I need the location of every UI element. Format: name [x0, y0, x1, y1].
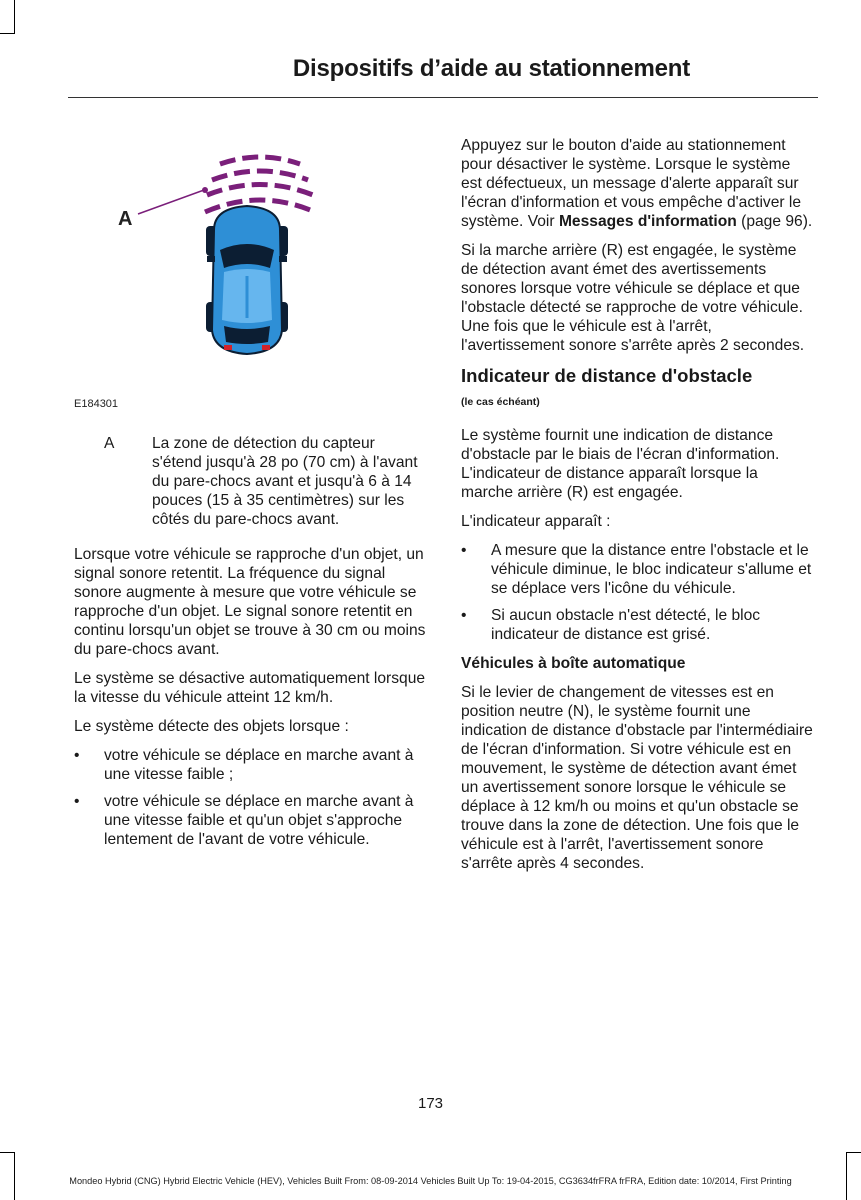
- section-heading-qualifier: (le cas échéant): [461, 396, 540, 408]
- list-item-text: A mesure que la distance entre l'obstacle et le véhicule diminue, le bloc indicateur s'allume et se déplace vers l'icône du véhicule.: [491, 542, 812, 597]
- detection-conditions-list: [74, 746, 426, 849]
- list-item: [74, 792, 426, 849]
- bullet-marker: •: [461, 607, 467, 624]
- crop-mark-bottom-left-horizontal: [0, 1152, 15, 1153]
- callout-leader-line: [138, 190, 204, 214]
- indicator-behaviour-list: [461, 541, 813, 644]
- parking-sensor-figure: [74, 130, 426, 420]
- definition-text: La zone de détection du capteur s'étend jusqu'à 28 po (70 cm) à l'avant du pare-chocs avant et jusqu'à 6 à 14 pouces (15 à 35 centimètres) sur les côtés du pare-chocs avant.: [152, 435, 418, 528]
- right-column: [461, 136, 813, 883]
- bullet-marker: •: [461, 542, 467, 559]
- page-title: Dispositifs d’aide au stationnement: [292, 55, 690, 82]
- crop-mark-top-left-vertical: [14, 0, 15, 34]
- list-item-text: votre véhicule se déplace en marche avant à une vitesse faible ;: [104, 747, 414, 783]
- title-divider: [68, 97, 818, 98]
- crop-mark-top-left-horizontal: [0, 33, 15, 34]
- page-footer: Mondeo Hybrid (CNG) Hybrid Electric Vehicle (HEV), Vehicles Built From: 08-09-2014 Vehicles Built Up To: 19-04-2015, CG3634frFRA frFRA, Edition date: 10/2014, First Printing: [69, 1176, 792, 1186]
- paragraph-automatic: Si le levier de changement de vitesses est en position neutre (N), le système fournit une indication de distance d'obstacle par l'intermédiaire de l'écran d'information. Si votre véhicule est en mouvement, le système de détection avant émet un avertissement sonore lorsque le véhicule se déplace à 12 km/h ou moins et qu'un obstacle se trouve dans la zone de détection. Une fois que le véhicule est à l'arrêt, l'avertissement sonore s'arrête après 4 secondes.: [461, 684, 813, 872]
- list-item-text: Si aucun obstacle n'est détecté, le bloc indicateur de distance est grisé.: [491, 607, 761, 643]
- paragraph-signal: Lorsque votre véhicule se rapproche d'un objet, un signal sonore retentit. La fréquence du signal sonore augmente à mesure que votre véhicule se rapproche d'un objet. Le signal sonore retentit en continu lorsqu'un objet se trouve à 30 cm ou moins du pare-chocs avant.: [74, 546, 426, 658]
- paragraph-disable-button: [461, 136, 813, 231]
- paragraph-indicator-appears: L'indicateur apparaît :: [461, 513, 611, 530]
- list-item-text: votre véhicule se déplace en marche avant à une vitesse faible et qu'un objet s'approche lentement de l'avant de votre véhicule.: [104, 793, 414, 848]
- definition-key: A: [104, 435, 115, 452]
- list-item: [74, 746, 426, 784]
- paragraph-detects-when: Le système détecte des objets lorsque :: [74, 718, 349, 735]
- paragraph-deactivation: Le système se désactive automatiquement lorsque la vitesse du véhicule atteint 12 km/h.: [74, 670, 426, 706]
- subsection-heading: Véhicules à boîte automatique: [461, 655, 686, 672]
- definition-a: [74, 434, 426, 529]
- page-number: 173: [417, 1095, 444, 1112]
- left-column: [74, 130, 426, 859]
- list-item: [461, 606, 813, 644]
- paragraph-indicator: Le système fournit une indication de distance d'obstacle par le biais de l'écran d'information. L'indicateur de distance apparaît lorsque la marche arrière (R) est engagée.: [461, 427, 780, 501]
- list-item: [461, 541, 813, 598]
- crop-mark-bottom-right-horizontal: [846, 1152, 861, 1153]
- section-heading: Indicateur de distance d'obstacle: [461, 365, 753, 386]
- page-reference: (page 96).: [736, 213, 813, 230]
- sensor-zone-arcs: [205, 157, 315, 212]
- car-icon: [206, 206, 288, 354]
- bullet-marker: •: [74, 747, 80, 764]
- figure-code: E184301: [74, 398, 119, 410]
- callout-dot: [202, 187, 208, 193]
- paragraph-reverse-gear: Si la marche arrière (R) est engagée, le système de détection avant émet des avertissements sonores lorsque votre véhicule se déplace et que l'obstacle détecté se rapproche de votre véhicule. Une fois que le véhicule est à l'arrêt, l'avertissement sonore s'arrête après 2 secondes.: [461, 242, 805, 354]
- cross-reference-link[interactable]: Messages d'information: [558, 213, 737, 230]
- bullet-marker: •: [74, 793, 80, 810]
- callout-label-a: A: [118, 208, 133, 230]
- car-top-view-illustration: [74, 130, 426, 390]
- paragraph-text: Appuyez sur le bouton d'aide au stationnement pour désactiver le système. Lorsque le système est défectueux, un message d'alerte apparaît sur l'écran d'information et vous empêche d'activer le système. Voir: [461, 137, 802, 230]
